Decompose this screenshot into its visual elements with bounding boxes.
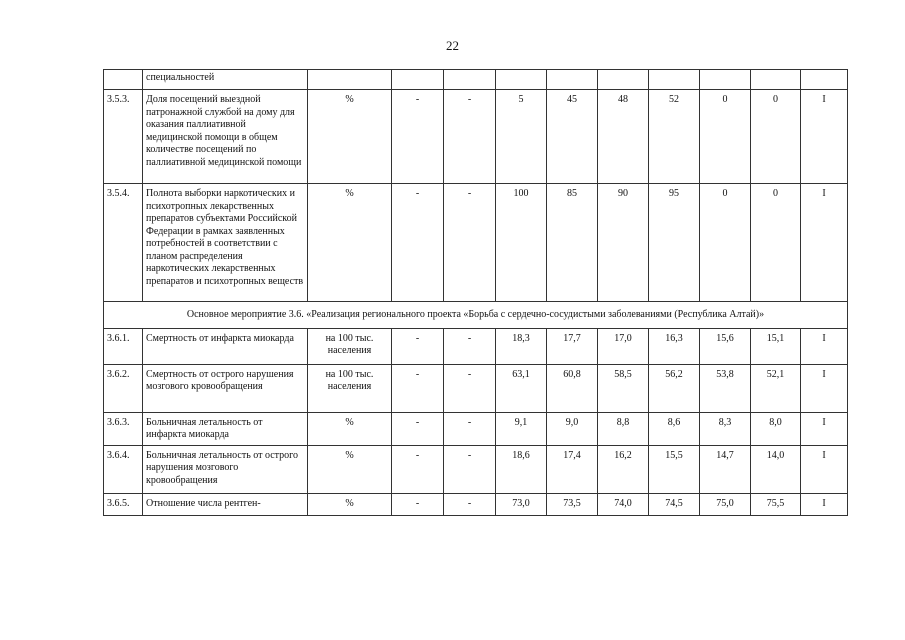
value-cell: - [392,90,444,184]
table-body [104,70,848,516]
value-cell: - [392,364,444,412]
value-cell: I [801,184,848,302]
indicator-name: Больничная летальность от острого нарушения мозгового кровообращения [143,445,308,493]
value-cell: 14,7 [700,445,751,493]
value-cell [751,70,801,90]
value-cell: I [801,328,848,364]
value-cell: 16,2 [598,445,649,493]
value-cell: - [444,493,496,515]
value-cell: - [392,493,444,515]
value-cell: - [444,328,496,364]
value-cell: 5 [496,90,547,184]
value-cell: 17,4 [547,445,598,493]
indicator-name: Больничная летальность от инфаркта миокарда [143,412,308,445]
value-cell: 14,0 [751,445,801,493]
unit-cell: % [308,90,392,184]
value-cell: 17,7 [547,328,598,364]
value-cell: 0 [700,90,751,184]
table-row [104,364,848,412]
row-number: 3.6.1. [104,328,143,364]
row-number: 3.6.5. [104,493,143,515]
value-cell: 100 [496,184,547,302]
value-cell: 18,6 [496,445,547,493]
unit-cell: % [308,445,392,493]
unit-cell [308,70,392,90]
value-cell: 60,8 [547,364,598,412]
value-cell: - [444,90,496,184]
value-cell: 75,5 [751,493,801,515]
value-cell: 0 [751,184,801,302]
value-cell [801,70,848,90]
value-cell: 8,3 [700,412,751,445]
value-cell: 9,0 [547,412,598,445]
value-cell: I [801,445,848,493]
indicator-name: Смертность от острого нарушения мозгового кровообращения [143,364,308,412]
value-cell: 58,5 [598,364,649,412]
indicator-name: Отношение числа рентген- [143,493,308,515]
value-cell [444,70,496,90]
indicator-name: специальностей [143,70,308,90]
value-cell: 15,6 [700,328,751,364]
table-row [104,412,848,445]
value-cell: 15,5 [649,445,700,493]
unit-cell: % [308,493,392,515]
value-cell: 0 [700,184,751,302]
value-cell: 74,0 [598,493,649,515]
value-cell: - [444,412,496,445]
page-number: 22 [446,38,459,53]
unit-cell: на 100 тыс. населения [308,364,392,412]
row-number: 3.5.3. [104,90,143,184]
table-row [104,70,848,90]
value-cell: - [444,445,496,493]
value-cell [700,70,751,90]
value-cell: 74,5 [649,493,700,515]
value-cell [649,70,700,90]
value-cell: 52,1 [751,364,801,412]
value-cell: 90 [598,184,649,302]
value-cell: 17,0 [598,328,649,364]
table-row [104,90,848,184]
table-row [104,328,848,364]
value-cell: 18,3 [496,328,547,364]
unit-cell: % [308,412,392,445]
row-number: 3.6.2. [104,364,143,412]
unit-cell: на 100 тыс. населения [308,328,392,364]
value-cell: 8,6 [649,412,700,445]
section-title: Основное мероприятие 3.6. «Реализация регионального проекта «Борьба с сердечно-сосудистыми заболеваниями (Республика Алтай)» [104,302,848,329]
table-row [104,184,848,302]
value-cell: 85 [547,184,598,302]
value-cell: 9,1 [496,412,547,445]
value-cell: 73,5 [547,493,598,515]
value-cell: 45 [547,90,598,184]
value-cell: 16,3 [649,328,700,364]
indicator-name: Полнота выборки наркотических и психотропных лекарственных препаратов субъектами Российской Федерации в рамках заявленных потребностей в соответствии с планом распределения наркотических лекарственных препаратов и психотропных веществ [143,184,308,302]
value-cell: 73,0 [496,493,547,515]
value-cell: - [392,445,444,493]
table-row [104,493,848,515]
value-cell [598,70,649,90]
table-row [104,445,848,493]
value-cell: 8,8 [598,412,649,445]
value-cell [392,70,444,90]
value-cell: 52 [649,90,700,184]
value-cell: I [801,412,848,445]
value-cell: - [444,184,496,302]
value-cell: 8,0 [751,412,801,445]
value-cell: 0 [751,90,801,184]
value-cell: 56,2 [649,364,700,412]
value-cell [496,70,547,90]
value-cell: 75,0 [700,493,751,515]
value-cell: 53,8 [700,364,751,412]
value-cell: - [392,184,444,302]
unit-cell: % [308,184,392,302]
value-cell: 95 [649,184,700,302]
value-cell: - [392,328,444,364]
value-cell: 63,1 [496,364,547,412]
value-cell: I [801,90,848,184]
value-cell: 48 [598,90,649,184]
row-number: 3.6.3. [104,412,143,445]
value-cell: - [392,412,444,445]
section-row [104,302,848,329]
value-cell: I [801,364,848,412]
indicator-name: Доля посещений выездной патронажной службой на дому для оказания паллиативной медицинской помощи в общем количестве посещений по паллиативной медицинской помощи [143,90,308,184]
value-cell: - [444,364,496,412]
value-cell [547,70,598,90]
value-cell: I [801,493,848,515]
value-cell: 15,1 [751,328,801,364]
row-number: 3.6.4. [104,445,143,493]
row-number: 3.5.4. [104,184,143,302]
indicator-name: Смертность от инфаркта миокарда [143,328,308,364]
indicators-table [103,69,848,516]
row-number [104,70,143,90]
